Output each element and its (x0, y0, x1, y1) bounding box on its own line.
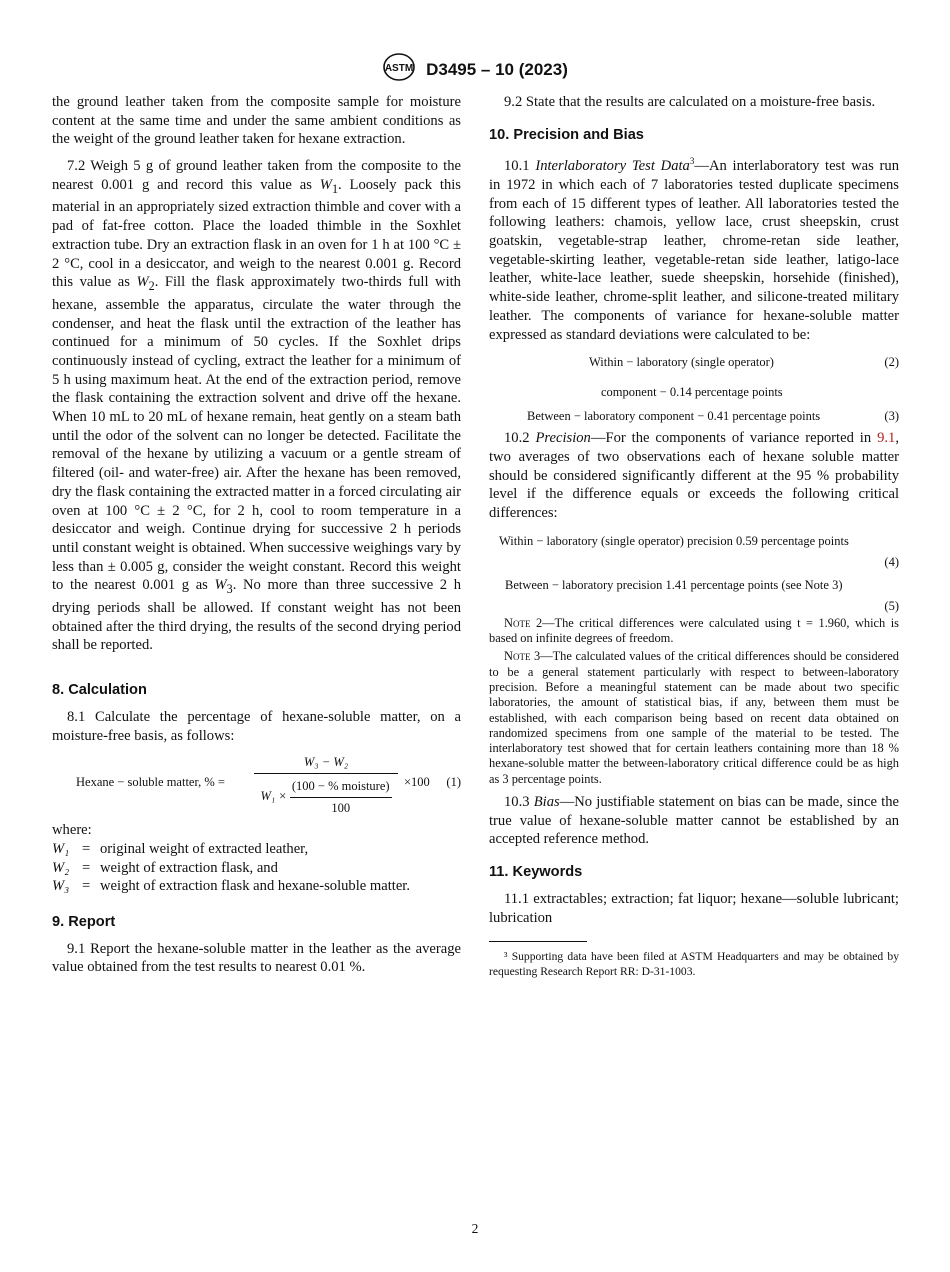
section-10-heading: 10. Precision and Bias (489, 126, 644, 143)
paragraph-10-3: 10.3 Bias—No justifiable statement on bias can be made, since the true value of hexane-soluble matter cannot be established by an accepted reference method. (489, 794, 900, 848)
section-9-heading: 9. Report (52, 914, 116, 931)
paragraph-continued: the ground leather taken from the composite sample for moisture content at the same time and under the same ambient conditions as the weight of the ground leather taken for hexane extraction. (52, 94, 461, 148)
equation-1-numerator: W₃ − W₂ (254, 753, 398, 774)
definition-text: weight of extraction flask and hexane-soluble matter. (100, 878, 411, 895)
where-label: where: (52, 822, 92, 839)
note-3: Note 3—The calculated values of the critical differences should be considered to be a general statement particularly with respect to between-laboratory precision. Before a meaningful statement can be made about two specific laboratories, the amount of statistical bias, if any, between them must be established, with each comparison being based on recent data obtained on randomized specimens from one sample of the material to be tested. The interlaboratory test showed that for certain leathers containing more than 18 % hexane-soluble matter the between-laboratory critical difference could be as high as 3 percentage points. (489, 649, 899, 786)
equation-2: Within − laboratory (single operator) (2) (589, 355, 899, 370)
paragraph-8-1: 8.1 Calculate the percentage of hexane-soluble matter, on a moisture-free basis, as follows: (52, 708, 461, 744)
paragraph-9-2: 9.2 State that the results are calculated on a moisture-free basis. (504, 94, 876, 110)
right-column (489, 93, 899, 979)
left-column (52, 93, 461, 977)
definition-text: weight of extraction flask, and (100, 859, 278, 876)
definition-symbol: W₃ (52, 878, 70, 895)
equation-1 (52, 753, 461, 813)
section-8-heading: 8. Calculation (52, 682, 147, 699)
paragraph-7-2: 7.2 Weigh 5 g of ground leather taken from the composite to the nearest 0.001 g and record this value as $W_1$. Loosely pack this material in an appropriately sized extraction thimble and cover with a pad of fat-free cotton. Place the loaded thimble in the Soxhlet extraction tube. Dry an extraction flask in an oven for 1 h at 100 °C ± 2 °C, cool in a desiccator, and weigh to the nearest 0.001 g. Record this value as $W_2$. Fill the flask approximately two-thirds full with hexane, assemble the apparatus, circulate the water through the condenser, and heat the flask until the extraction of the leather has continued for a minimum of 50 cycles. If the Soxhlet drips continuously instead of cycling, extract the leather for a minimum of 5 h using maximum heat. At the end of the extraction period, remove the flask containing the extraction solvent and drive off the hexane. When 10 mL to 20 mL of hexane remain, heat gently on a steam bath until the odor of the solvent can no longer be detected. Facilitate the removal of the hexane by utilizing a vacuum or a gentle stream of filtered (oil- and water-free) air. After the hexane has been removed, dry the flask containing the extracted matter in a forced circulating air oven at 100 °C ± 2 °C, for 2 h, cool to room temperature in a desiccator and weigh. Continue drying for successive 2 h periods until constant weight is obtained. When successive weighings vary by less than ± 0.005 g, consider the weight constant. Record this weight to the nearest 0.001 g as $W_3$. No more than three successive 2 h drying periods shall be allowed. If constant weight has not been obtained after the third drying, the results of the second drying period shall be reported. (52, 158, 461, 654)
equation-5-number: (5) (884, 598, 899, 613)
page-header (0, 52, 950, 87)
astm-logo-icon (382, 52, 416, 87)
equation-3: Between − laboratory component − 0.41 percentage points (3) (527, 409, 899, 424)
document-designation: D3495 – 10 (2023) (426, 59, 568, 79)
variable-definitions: W₁ = original weight of extracted leather, W₂ = weight of extraction flask, and W₃ = weight of extraction flask and hexane-soluble matter. (52, 840, 461, 896)
paragraph-11-1: 11.1 extractables; extraction; fat liquor; hexane—soluble lubricant; lubrication (489, 890, 899, 926)
equation-1-number: (1) (446, 775, 461, 790)
equation-4: Within − laboratory (single operator) precision 0.59 percentage points (499, 533, 849, 548)
equation-4-number: (4) (884, 554, 899, 569)
paragraph-9-1: 9.1 Report the hexane-soluble matter in the leather as the average value obtained from the test results to nearest 0.01 %. (52, 940, 461, 976)
paragraph-10-1: 10.1 Interlaboratory Test Data$^3$—An interlaboratory test was run in 1972 in which each of 7 laboratories tested duplicate specimens from each of 15 different types of leather. All laboratories tested the following leathers: chamois, yellow lace, crust sheepskin, crust goatskin, vegetable-strap leather, chrome-retan side leather, vegetable-skirting leather, vegetable-retan side leather, latigo-lace leather, white-lace leather, suede sheepskin, horsehide (finished), white-side leather, chrome-split leather, and silicone-treated military leather. The components of variance for hexane-soluble matter expressed as standard deviations were calculated to be: (489, 156, 899, 343)
definition-symbol: W₁ (52, 840, 70, 857)
equation-2-continued: component − 0.14 percentage points (601, 385, 783, 400)
footnote-divider (489, 941, 587, 942)
definition-symbol: W₂ (52, 859, 70, 876)
definition-text: original weight of extracted leather, (100, 840, 309, 857)
page-number: 2 (471, 1221, 479, 1236)
svg-text:ASTM: ASTM (384, 63, 414, 74)
equation-1-times: ×100 (404, 775, 430, 790)
note-2: Note 2—The critical differences were calculated using t = 1.960, which is based on infinite degrees of freedom. (489, 615, 899, 646)
equation-1-label: Hexane − soluble matter, % = (76, 775, 225, 790)
equation-1-denominator: W₁ × $\frac{\text{(100 − \% moisture)}}{100}$ (260, 778, 390, 815)
equation-1-fraction (254, 753, 398, 817)
footnote-3: ³ Supporting data have been filed at ASTM Headquarters and may be obtained by requesting Research Report RR: D-31-1003. (489, 950, 899, 978)
section-9-1-link[interactable]: 9.1 (877, 430, 896, 447)
paragraph-10-2: 10.2 Precision—For the components of variance reported in 9.1, two averages of two observations each of hexane soluble matter should be considered significantly different at the 95 % probability level if the difference equals or exceeds the following critical differences: (489, 430, 899, 522)
equation-5: Between − laboratory precision 1.41 percentage points (see Note 3) (505, 577, 843, 592)
section-11-heading: 11. Keywords (489, 864, 583, 881)
